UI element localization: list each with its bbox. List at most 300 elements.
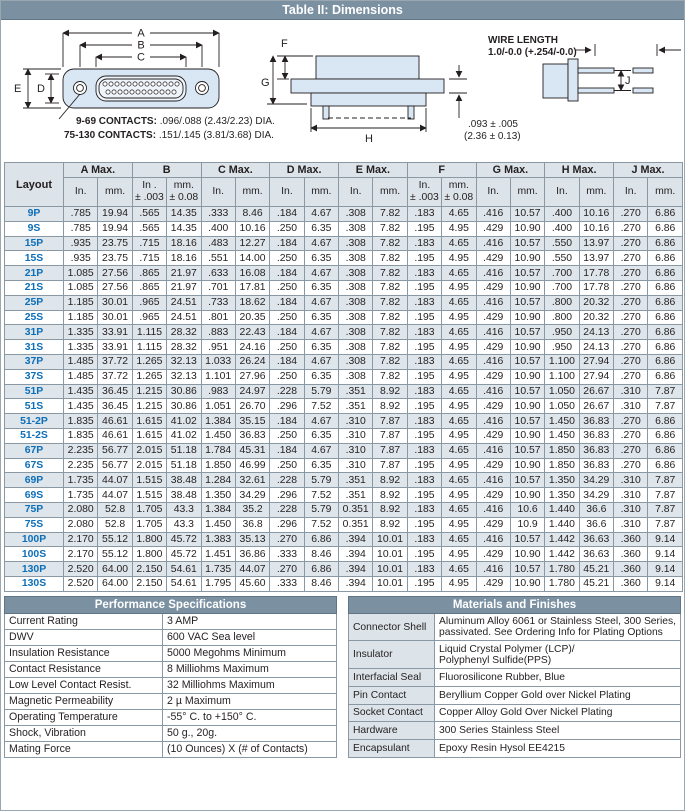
dim-value-cell: 6.86 xyxy=(304,562,338,577)
dim-value-cell: .965 xyxy=(132,310,166,325)
dim-value-cell: 1.451 xyxy=(201,547,235,562)
dim-value-cell: 1.615 xyxy=(132,414,166,429)
dim-value-cell: 10.57 xyxy=(510,354,544,369)
dim-value-cell: 36.63 xyxy=(579,547,613,562)
tail-dim-line1: .093 ± .005 xyxy=(468,119,518,130)
dim-value-cell: .183 xyxy=(407,325,441,340)
dim-value-cell: 6.86 xyxy=(648,414,683,429)
column-unit-header: In. xyxy=(339,178,373,207)
dim-value-cell: .195 xyxy=(407,399,441,414)
dim-value-cell: 4.65 xyxy=(442,473,476,488)
dim-value-cell: 1.350 xyxy=(545,488,579,503)
dim-value-cell: .935 xyxy=(64,236,98,251)
dim-value-cell: 4.95 xyxy=(442,369,476,384)
material-value: Liquid Crystal Polymer (LCP)/ Polyphenyl Sulfide(PPS) xyxy=(435,641,681,669)
column-unit-header: In . ± .003 xyxy=(132,178,166,207)
spec-label: Insulation Resistance xyxy=(5,645,163,661)
dim-value-cell: 45.21 xyxy=(579,562,613,577)
dim-value-cell: .416 xyxy=(476,502,510,517)
dim-value-cell: 20.35 xyxy=(235,310,269,325)
dim-value-cell: 1.383 xyxy=(201,532,235,547)
dim-value-cell: .310 xyxy=(614,517,648,532)
dim-value-cell: .183 xyxy=(407,295,441,310)
dim-value-cell: 27.94 xyxy=(579,369,613,384)
dim-value-cell: 24.51 xyxy=(167,310,201,325)
performance-table-title: Performance Specifications xyxy=(5,596,337,613)
dim-value-cell: 56.77 xyxy=(98,443,132,458)
dim-value-cell: .270 xyxy=(614,251,648,266)
dim-value-cell: 6.86 xyxy=(648,295,683,310)
dim-value-cell: 4.65 xyxy=(442,384,476,399)
dim-value-cell: 23.75 xyxy=(98,236,132,251)
dim-value-cell: 1.835 xyxy=(64,428,98,443)
dim-value-cell: 6.86 xyxy=(304,532,338,547)
dim-value-cell: 23.75 xyxy=(98,251,132,266)
dim-value-cell: 9.14 xyxy=(648,576,683,591)
dim-value-cell: 45.31 xyxy=(235,443,269,458)
dimension-row-25s xyxy=(5,310,683,325)
spec-row xyxy=(5,661,337,677)
dim-value-cell: 7.52 xyxy=(304,399,338,414)
dim-value-cell: 1.185 xyxy=(64,295,98,310)
dim-value-cell: 6.86 xyxy=(648,221,683,236)
dim-value-cell: 7.82 xyxy=(373,340,407,355)
dim-value-cell: 22.43 xyxy=(235,325,269,340)
dim-value-cell: 10.57 xyxy=(510,414,544,429)
dim-value-cell: 5.79 xyxy=(304,473,338,488)
dim-value-cell: 7.82 xyxy=(373,280,407,295)
dim-value-cell: 2.080 xyxy=(64,517,98,532)
dim-value-cell: 4.95 xyxy=(442,576,476,591)
dim-value-cell: 4.67 xyxy=(304,354,338,369)
dim-value-cell: 10.57 xyxy=(510,207,544,222)
material-value: Fluorosilicone Rubber, Blue xyxy=(435,669,681,687)
dim-value-cell: .308 xyxy=(339,207,373,222)
layout-cell: 130P xyxy=(5,562,64,577)
dim-value-cell: .195 xyxy=(407,517,441,532)
dim-value-cell: 4.65 xyxy=(442,414,476,429)
column-unit-header: In. xyxy=(64,178,98,207)
dim-value-cell: 1.440 xyxy=(545,517,579,532)
dim-value-cell: 1.435 xyxy=(64,399,98,414)
dim-value-cell: .195 xyxy=(407,340,441,355)
material-label: Socket Contact xyxy=(349,704,435,722)
dim-value-cell: .308 xyxy=(339,221,373,236)
spec-label: Contact Resistance xyxy=(5,661,163,677)
layout-cell: 21S xyxy=(5,280,64,295)
dim-value-cell: 17.81 xyxy=(235,280,269,295)
dim-value-cell: 7.87 xyxy=(648,488,683,503)
dim-value-cell: 2.235 xyxy=(64,443,98,458)
dim-label-f: F xyxy=(281,38,288,50)
dim-value-cell: 10.90 xyxy=(510,221,544,236)
dim-value-cell: .310 xyxy=(614,473,648,488)
dim-value-cell: .400 xyxy=(201,221,235,236)
dim-value-cell: .965 xyxy=(132,295,166,310)
dim-value-cell: .296 xyxy=(270,488,304,503)
dim-value-cell: .310 xyxy=(614,488,648,503)
dim-value-cell: 6.86 xyxy=(648,236,683,251)
dim-value-cell: .429 xyxy=(476,399,510,414)
dim-value-cell: .416 xyxy=(476,384,510,399)
dim-value-cell: 26.70 xyxy=(235,399,269,414)
dim-value-cell: .250 xyxy=(270,369,304,384)
column-unit-header: mm. xyxy=(235,178,269,207)
dim-value-cell: 32.13 xyxy=(167,369,201,384)
dim-value-cell: 56.77 xyxy=(98,458,132,473)
dim-value-cell: 24.16 xyxy=(235,340,269,355)
dim-value-cell: 7.87 xyxy=(373,428,407,443)
dim-value-cell: 13.97 xyxy=(579,236,613,251)
dim-value-cell: 1.265 xyxy=(132,369,166,384)
dim-value-cell: .416 xyxy=(476,443,510,458)
dim-value-cell: 46.61 xyxy=(98,414,132,429)
dim-value-cell: .184 xyxy=(270,295,304,310)
dim-value-cell: .394 xyxy=(339,547,373,562)
dim-value-cell: 1.450 xyxy=(201,517,235,532)
material-value: Copper Alloy Gold Over Nickel Plating xyxy=(435,704,681,722)
dim-value-cell: 1.515 xyxy=(132,473,166,488)
dim-value-cell: 51.18 xyxy=(167,443,201,458)
dim-value-cell: 7.87 xyxy=(648,399,683,414)
column-group-e-max-: E Max. xyxy=(339,163,408,178)
dim-value-cell: 0.351 xyxy=(339,517,373,532)
dim-value-cell: .195 xyxy=(407,547,441,562)
dim-value-cell: 7.82 xyxy=(373,295,407,310)
dim-value-cell: .310 xyxy=(339,458,373,473)
dim-value-cell: 52.8 xyxy=(98,502,132,517)
dim-value-cell: .195 xyxy=(407,280,441,295)
dim-value-cell: 1.115 xyxy=(132,325,166,340)
dim-value-cell: 1.085 xyxy=(64,266,98,281)
layout-cell: 75P xyxy=(5,502,64,517)
dim-value-cell: .310 xyxy=(339,414,373,429)
material-label: Connector Shell xyxy=(349,613,435,641)
dimension-row-15s xyxy=(5,251,683,266)
dim-value-cell: 35.13 xyxy=(235,532,269,547)
material-row xyxy=(349,704,681,722)
dim-value-cell: 6.86 xyxy=(648,354,683,369)
dimension-row-21p xyxy=(5,266,683,281)
dim-value-cell: .351 xyxy=(339,384,373,399)
dim-value-cell: .429 xyxy=(476,221,510,236)
dim-value-cell: .183 xyxy=(407,532,441,547)
dim-value-cell: .270 xyxy=(614,295,648,310)
dim-value-cell: .865 xyxy=(132,280,166,295)
spec-row xyxy=(5,677,337,693)
dim-value-cell: 7.82 xyxy=(373,207,407,222)
dim-value-cell: 26.24 xyxy=(235,354,269,369)
dim-value-cell: .270 xyxy=(270,532,304,547)
dim-value-cell: 10.57 xyxy=(510,236,544,251)
dim-value-cell: 7.82 xyxy=(373,236,407,251)
dim-value-cell: 45.21 xyxy=(579,576,613,591)
material-row xyxy=(349,641,681,669)
dim-value-cell: 18.16 xyxy=(167,236,201,251)
dim-value-cell: .270 xyxy=(614,310,648,325)
dim-value-cell: 6.35 xyxy=(304,310,338,325)
dim-value-cell: 7.87 xyxy=(373,414,407,429)
dim-value-cell: 43.3 xyxy=(167,502,201,517)
dim-value-cell: 4.95 xyxy=(442,221,476,236)
dim-value-cell: .310 xyxy=(339,443,373,458)
dim-value-cell: .715 xyxy=(132,236,166,251)
layout-cell: 9S xyxy=(5,221,64,236)
dim-value-cell: 6.86 xyxy=(648,369,683,384)
dim-value-cell: .270 xyxy=(270,562,304,577)
dim-value-cell: 36.83 xyxy=(579,414,613,429)
dim-value-cell: 1.284 xyxy=(201,473,235,488)
column-unit-header: In. xyxy=(201,178,235,207)
material-row xyxy=(349,686,681,704)
dim-value-cell: 10.57 xyxy=(510,562,544,577)
dim-value-cell: .429 xyxy=(476,251,510,266)
spec-value: 2 µ Maximum xyxy=(163,693,337,709)
dim-value-cell: 18.62 xyxy=(235,295,269,310)
dim-value-cell: 1.440 xyxy=(545,502,579,517)
dim-value-cell: 6.35 xyxy=(304,221,338,236)
dim-value-cell: 7.87 xyxy=(373,458,407,473)
dimension-row-31p xyxy=(5,325,683,340)
layout-cell: 130S xyxy=(5,576,64,591)
dim-value-cell: .270 xyxy=(614,221,648,236)
dim-value-cell: 20.32 xyxy=(579,295,613,310)
dim-value-cell: .416 xyxy=(476,295,510,310)
column-group-b: B xyxy=(132,163,201,178)
dim-value-cell: 24.13 xyxy=(579,340,613,355)
dim-value-cell: 10.90 xyxy=(510,488,544,503)
dim-value-cell: 1.335 xyxy=(64,340,98,355)
column-unit-header: mm. xyxy=(98,178,132,207)
dim-value-cell: 26.67 xyxy=(579,399,613,414)
dim-value-cell: 1.780 xyxy=(545,562,579,577)
spec-row xyxy=(5,725,337,741)
dim-value-cell: .416 xyxy=(476,414,510,429)
layout-cell: 37P xyxy=(5,354,64,369)
dim-value-cell: .228 xyxy=(270,502,304,517)
dim-value-cell: 33.91 xyxy=(98,325,132,340)
dim-value-cell: 4.65 xyxy=(442,325,476,340)
dim-value-cell: .416 xyxy=(476,325,510,340)
dim-value-cell: .183 xyxy=(407,384,441,399)
dim-value-cell: 4.67 xyxy=(304,414,338,429)
layout-cell: 69P xyxy=(5,473,64,488)
wire-length-note-line1: WIRE LENGTH xyxy=(488,35,558,46)
dimension-row-69s xyxy=(5,488,683,503)
dim-value-cell: .429 xyxy=(476,340,510,355)
column-unit-header: In. ± .003 xyxy=(407,178,441,207)
dim-value-cell: 10.9 xyxy=(510,517,544,532)
dim-value-cell: .308 xyxy=(339,251,373,266)
dim-value-cell: 30.01 xyxy=(98,295,132,310)
dim-value-cell: .310 xyxy=(614,384,648,399)
dim-value-cell: 7.82 xyxy=(373,266,407,281)
column-unit-header: mm. ± 0.08 xyxy=(442,178,476,207)
dim-value-cell: .800 xyxy=(545,310,579,325)
dim-value-cell: .394 xyxy=(339,576,373,591)
dim-value-cell: .250 xyxy=(270,221,304,236)
dim-value-cell: .565 xyxy=(132,221,166,236)
dim-value-cell: 1.101 xyxy=(201,369,235,384)
front-view-diagram xyxy=(23,27,219,119)
dim-value-cell: .183 xyxy=(407,414,441,429)
dim-value-cell: 41.02 xyxy=(167,414,201,429)
layout-cell: 51P xyxy=(5,384,64,399)
dim-value-cell: 4.65 xyxy=(442,532,476,547)
dim-value-cell: 1.850 xyxy=(545,443,579,458)
dim-value-cell: 14.00 xyxy=(235,251,269,266)
dim-value-cell: 6.86 xyxy=(648,251,683,266)
dim-value-cell: 4.67 xyxy=(304,266,338,281)
dim-value-cell: 55.12 xyxy=(98,547,132,562)
dim-value-cell: .184 xyxy=(270,236,304,251)
dim-value-cell: 10.6 xyxy=(510,502,544,517)
dim-value-cell: 35.2 xyxy=(235,502,269,517)
dim-value-cell: 51.18 xyxy=(167,458,201,473)
dim-value-cell: 4.95 xyxy=(442,340,476,355)
dim-value-cell: .800 xyxy=(545,295,579,310)
dim-value-cell: 16.08 xyxy=(235,266,269,281)
dim-value-cell: .883 xyxy=(201,325,235,340)
dim-value-cell: .951 xyxy=(201,340,235,355)
dim-value-cell: 1.450 xyxy=(201,428,235,443)
column-unit-header: In. xyxy=(270,178,304,207)
dim-value-cell: .785 xyxy=(64,221,98,236)
dimensions-header-groups xyxy=(5,163,683,178)
dim-value-cell: 34.29 xyxy=(579,488,613,503)
tail-dim-line2: (2.36 ± 0.13) xyxy=(464,131,521,142)
dim-value-cell: 1.100 xyxy=(545,369,579,384)
dim-value-cell: 2.235 xyxy=(64,458,98,473)
dim-value-cell: 7.87 xyxy=(373,443,407,458)
dim-value-cell: 6.86 xyxy=(648,458,683,473)
dim-value-cell: .950 xyxy=(545,340,579,355)
dim-value-cell: .429 xyxy=(476,369,510,384)
spec-label: Mating Force xyxy=(5,741,163,757)
dim-value-cell: .360 xyxy=(614,547,648,562)
dim-value-cell: 45.72 xyxy=(167,547,201,562)
dim-value-cell: 46.61 xyxy=(98,428,132,443)
dimension-row-9s xyxy=(5,221,683,236)
column-unit-header: In. xyxy=(476,178,510,207)
dim-value-cell: 44.07 xyxy=(235,562,269,577)
dim-value-cell: .333 xyxy=(270,576,304,591)
dim-value-cell: 10.90 xyxy=(510,310,544,325)
dim-value-cell: .195 xyxy=(407,221,441,236)
dim-value-cell: 9.14 xyxy=(648,562,683,577)
dim-label-e: E xyxy=(14,83,22,95)
dim-value-cell: 8.46 xyxy=(304,576,338,591)
dim-value-cell: 1.215 xyxy=(132,399,166,414)
dim-value-cell: .429 xyxy=(476,310,510,325)
spec-label: Current Rating xyxy=(5,613,163,629)
dimension-row-9p xyxy=(5,207,683,222)
dim-value-cell: 1.435 xyxy=(64,384,98,399)
dim-value-cell: .183 xyxy=(407,502,441,517)
dim-value-cell: 6.35 xyxy=(304,428,338,443)
dim-value-cell: .270 xyxy=(614,340,648,355)
dim-value-cell: 10.57 xyxy=(510,325,544,340)
dim-value-cell: .183 xyxy=(407,473,441,488)
material-row xyxy=(349,669,681,687)
material-label: Hardware xyxy=(349,722,435,740)
dim-value-cell: 2.150 xyxy=(132,562,166,577)
materials-table-title: Materials and Finishes xyxy=(349,596,681,613)
dim-value-cell: 4.67 xyxy=(304,236,338,251)
dim-value-cell: 1.033 xyxy=(201,354,235,369)
layout-cell: 67P xyxy=(5,443,64,458)
dim-value-cell: 5.79 xyxy=(304,502,338,517)
dim-value-cell: 2.520 xyxy=(64,562,98,577)
dim-value-cell: 34.29 xyxy=(579,473,613,488)
dim-value-cell: 6.35 xyxy=(304,369,338,384)
dim-value-cell: .270 xyxy=(614,266,648,281)
contacts-note-2: 75-130 CONTACTS: .151/.145 (3.81/3.68) DIA. xyxy=(64,130,274,141)
dim-value-cell: 41.02 xyxy=(167,428,201,443)
dim-value-cell: 20.32 xyxy=(579,310,613,325)
dim-value-cell: 33.91 xyxy=(98,340,132,355)
dim-value-cell: 27.56 xyxy=(98,266,132,281)
material-value: Aluminum Alloy 6061 or Stainless Steel, 300 Series, passivated. See Ordering Info for Plating Options xyxy=(435,613,681,641)
connector-drawing xyxy=(1,20,684,162)
layout-cell: 51-2P xyxy=(5,414,64,429)
dim-value-cell: .351 xyxy=(339,473,373,488)
spec-value: 600 VAC Sea level xyxy=(163,629,337,645)
dim-value-cell: .565 xyxy=(132,207,166,222)
dimension-row-37s xyxy=(5,369,683,384)
dim-value-cell: .715 xyxy=(132,251,166,266)
dim-value-cell: .429 xyxy=(476,517,510,532)
dim-value-cell: .228 xyxy=(270,473,304,488)
dim-value-cell: 1.835 xyxy=(64,414,98,429)
dim-value-cell: .394 xyxy=(339,562,373,577)
dim-value-cell: 4.95 xyxy=(442,399,476,414)
dim-value-cell: .394 xyxy=(339,532,373,547)
dim-value-cell: .195 xyxy=(407,251,441,266)
dim-value-cell: 27.96 xyxy=(235,369,269,384)
dim-value-cell: 1.350 xyxy=(201,488,235,503)
dim-value-cell: 36.8 xyxy=(235,517,269,532)
column-group-h-max-: H Max. xyxy=(545,163,614,178)
dim-value-cell: .429 xyxy=(476,280,510,295)
dim-value-cell: .429 xyxy=(476,428,510,443)
dim-value-cell: .416 xyxy=(476,562,510,577)
dim-value-cell: 7.82 xyxy=(373,325,407,340)
dim-value-cell: 2.170 xyxy=(64,547,98,562)
dim-value-cell: 1.800 xyxy=(132,547,166,562)
dim-value-cell: 4.65 xyxy=(442,502,476,517)
material-label: Interfacial Seal xyxy=(349,669,435,687)
layout-cell: 15S xyxy=(5,251,64,266)
dim-value-cell: .360 xyxy=(614,532,648,547)
dim-value-cell: 1.450 xyxy=(545,414,579,429)
performance-specifications-table xyxy=(4,596,337,758)
dim-value-cell: .250 xyxy=(270,428,304,443)
layout-cell: 31P xyxy=(5,325,64,340)
spec-value: 5000 Megohms Minimum xyxy=(163,645,337,661)
dim-value-cell: 4.67 xyxy=(304,207,338,222)
dim-value-cell: 1.705 xyxy=(132,502,166,517)
dim-value-cell: .351 xyxy=(339,488,373,503)
dim-label-g: G xyxy=(261,77,270,89)
dim-value-cell: 28.32 xyxy=(167,325,201,340)
dim-value-cell: .429 xyxy=(476,547,510,562)
dim-value-cell: 4.65 xyxy=(442,562,476,577)
dim-value-cell: 1.050 xyxy=(545,384,579,399)
dim-value-cell: .308 xyxy=(339,266,373,281)
dim-value-cell: 4.95 xyxy=(442,458,476,473)
dim-value-cell: 36.83 xyxy=(579,443,613,458)
